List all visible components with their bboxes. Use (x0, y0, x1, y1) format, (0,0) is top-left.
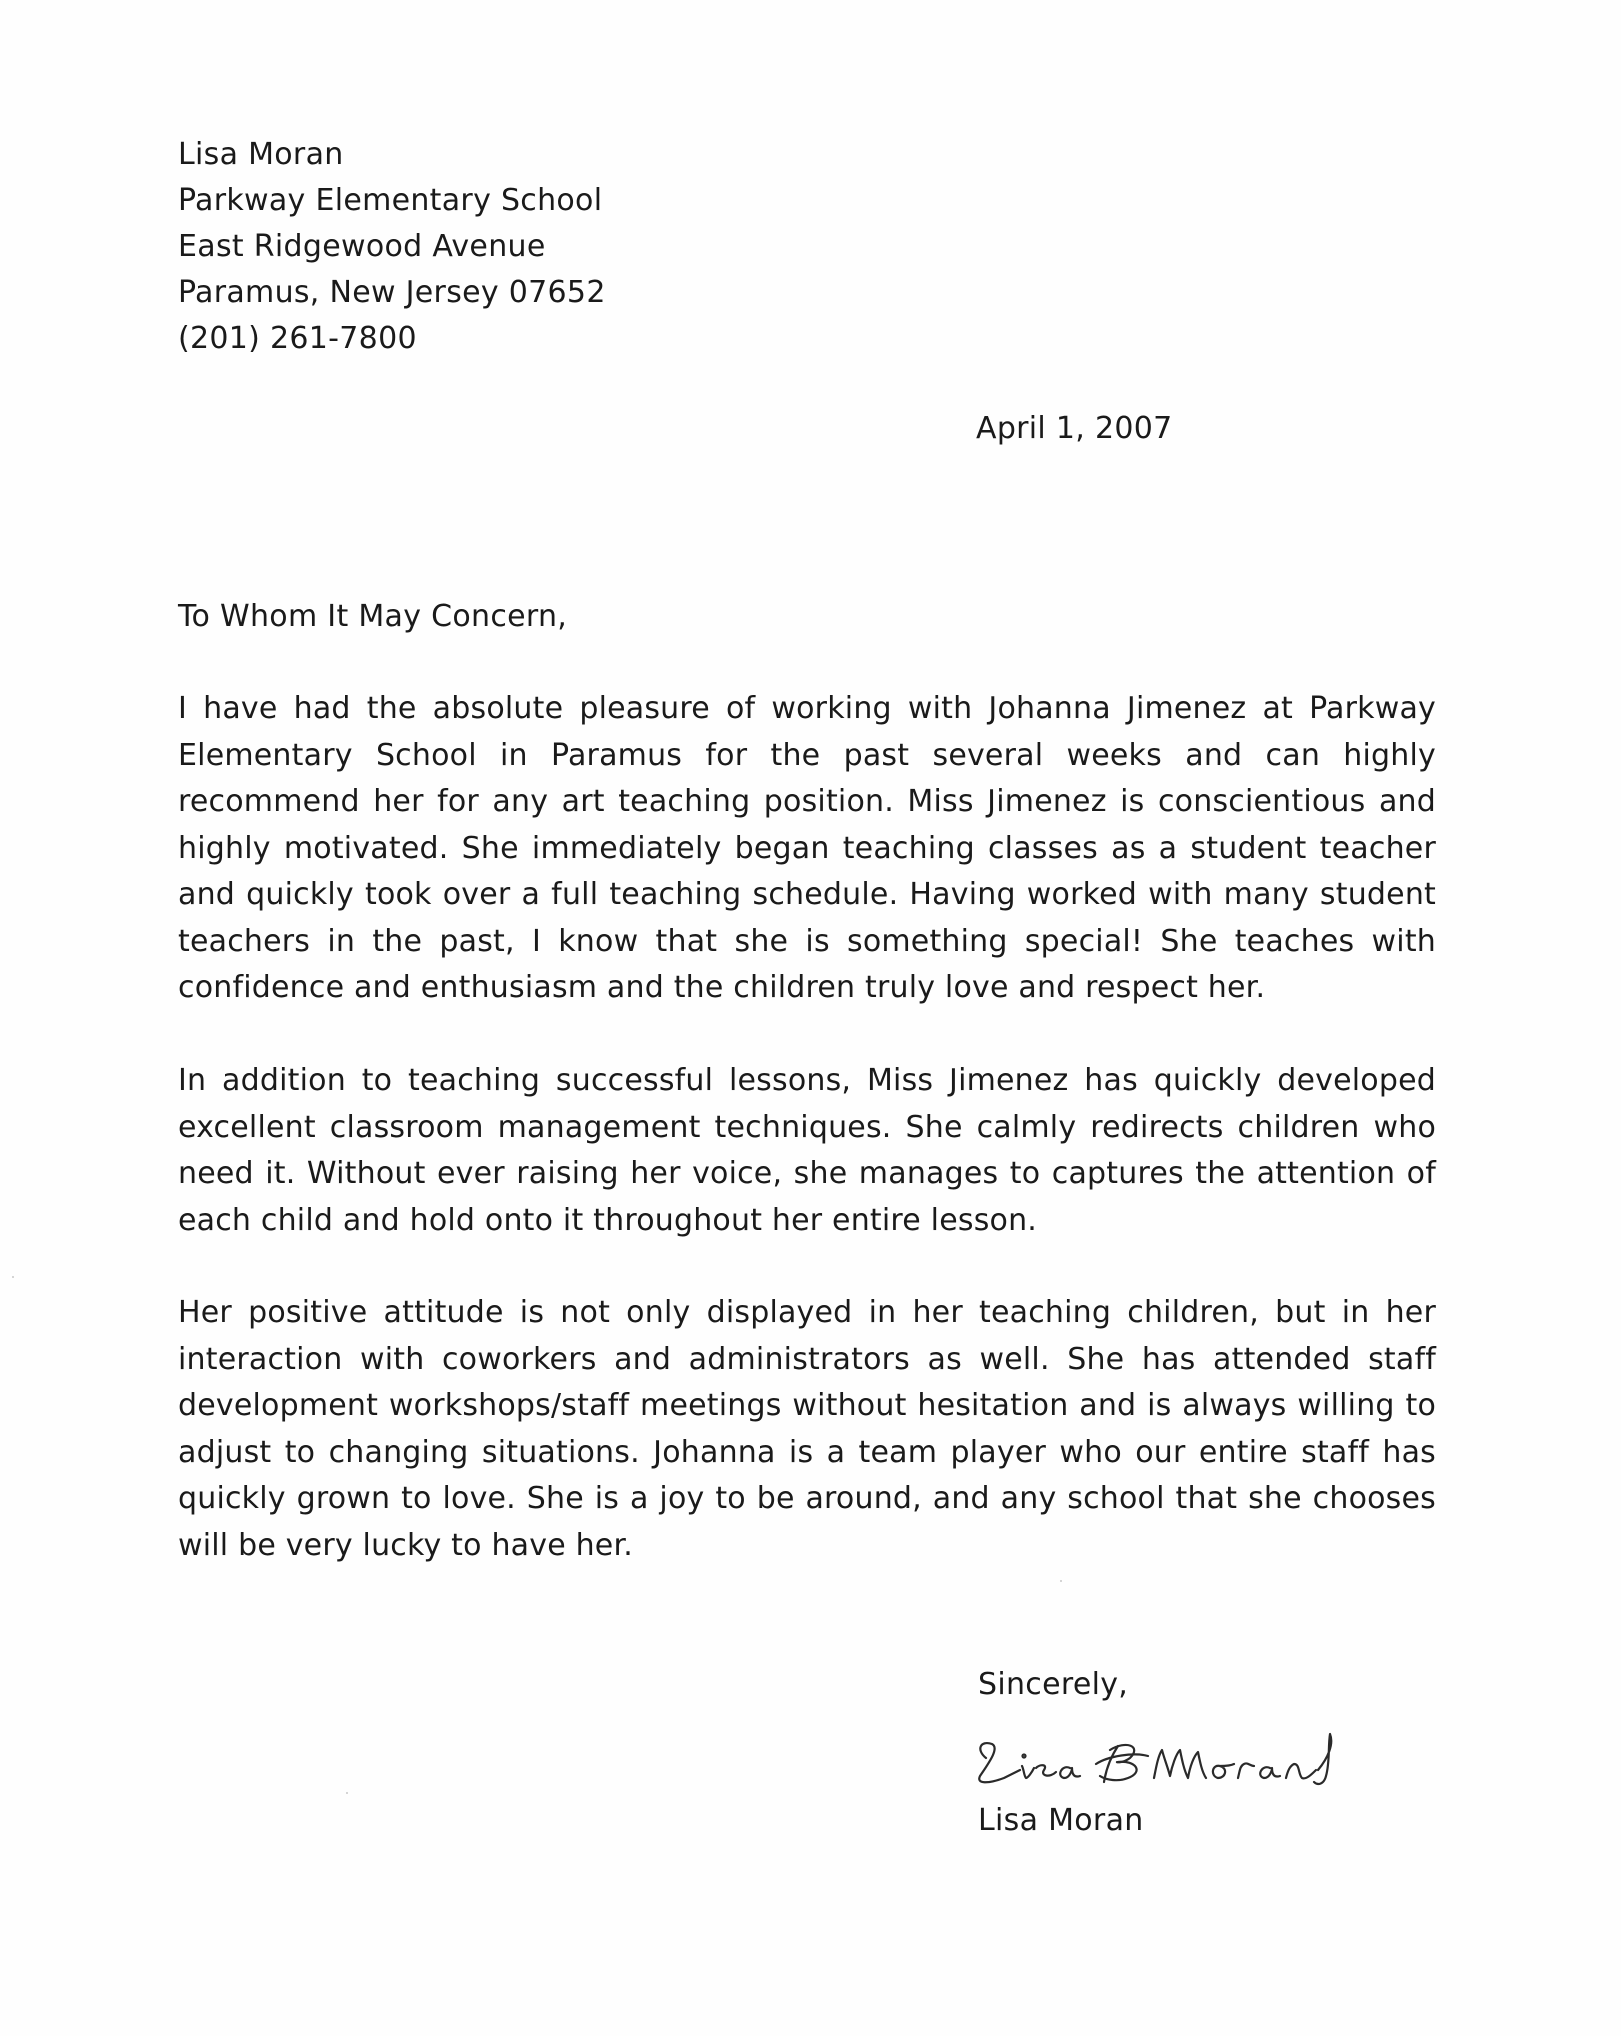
scan-speck (12, 1276, 14, 1278)
letter-date: April 1, 2007 (976, 411, 1173, 446)
sender-phone: (201) 261-7800 (178, 321, 417, 356)
sender-name: Lisa Moran (178, 137, 344, 172)
sender-city-state-zip: Paramus, New Jersey 07652 (178, 275, 606, 310)
sender-street: East Ridgewood Avenue (178, 229, 546, 264)
sender-address-block (178, 132, 606, 362)
scan-speck (1060, 1580, 1062, 1582)
body-paragraph-2: In addition to teaching successful lessons, Miss Jimenez has quickly developed excellent classroom management techniques. She calmly redirects children who need it. Without ever raising her voice, she manages to captures the attention of each child and hold onto it throughout her entire lesson. (178, 1063, 1436, 1238)
handwritten-signature (958, 1706, 1408, 1806)
body-paragraph-3: Her positive attitude is not only displayed in her teaching children, but in her interaction with coworkers and administrators as well. She has attended staff development workshops/staff meetings without hesitation and is always willing to adjust to changing situations. Johanna is a team player who our entire staff has quickly grown to love. She is a joy to be around, and any school that she chooses will be very lucky to have her. (178, 1295, 1436, 1563)
scan-speck (346, 1792, 348, 1794)
sender-school: Parkway Elementary School (178, 183, 603, 218)
closing: Sincerely, (978, 1667, 1129, 1702)
signer-name: Lisa Moran (978, 1803, 1144, 1838)
salutation: To Whom It May Concern, (178, 599, 568, 634)
body-paragraph-1: I have had the absolute pleasure of working with Johanna Jimenez at Parkway Elementary School in Paramus for the past several weeks and can highly recommend her for any art teaching position. Miss Jimenez is conscientious and highly motivated. She immediately began teaching classes as a student teacher and quickly took over a full teaching schedule. Having worked with many student teachers in the past, I know that she is something special! She teaches with confidence and enthusiasm and the children truly love and respect her. (178, 691, 1436, 1005)
